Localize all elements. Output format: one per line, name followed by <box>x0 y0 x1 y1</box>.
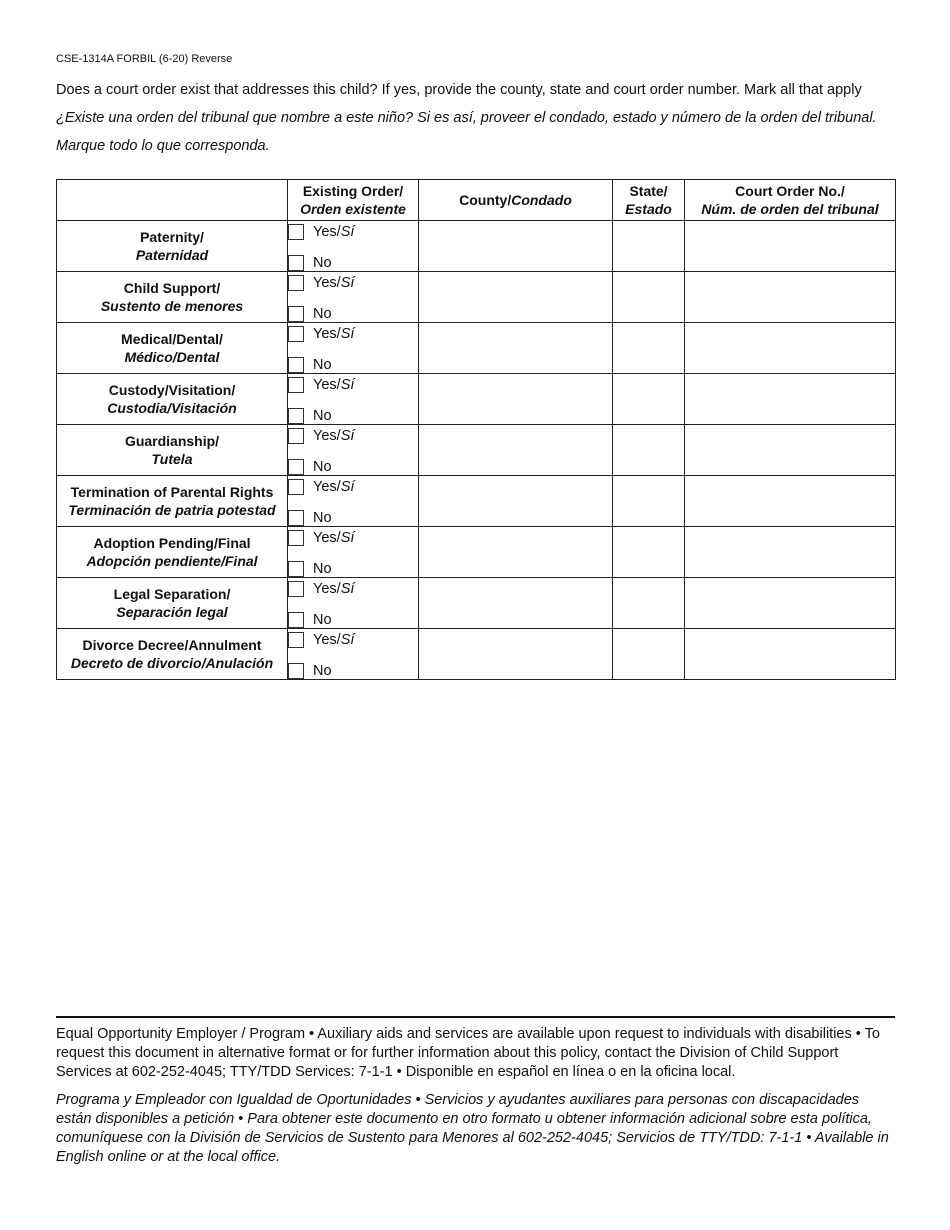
header-state-en: State/ <box>629 183 668 199</box>
county-field[interactable] <box>419 425 613 476</box>
header-order-type <box>57 180 288 221</box>
table-header-row <box>57 180 896 221</box>
yes-label: Yes/Sí <box>313 275 355 291</box>
footer-spanish: Programa y Empleador con Igualdad de Oportunidades • Servicios y ayudantes auxiliares para personas con discapacidades están disponibles a petición • Para obtener este documento en otro formato u obtener información adicional sobre esta política, comuníquese con la División de Servicios de Sustento para Menores al 602-252-4045; Servicios de TTY/TDD: 7-1-1 • Available in English online or at the local office. <box>56 1092 889 1165</box>
state-field[interactable] <box>613 629 685 680</box>
yes-option[interactable] <box>288 374 418 399</box>
header-court-en: Court Order No./ <box>735 183 845 199</box>
order-type-label <box>57 374 288 425</box>
order-type-label <box>57 629 288 680</box>
header-county-en: County/ <box>459 192 512 208</box>
table-row <box>57 425 896 476</box>
court-order-number-field[interactable] <box>685 221 896 272</box>
footer-divider <box>56 1016 895 1018</box>
county-field[interactable] <box>419 476 613 527</box>
court-order-number-field[interactable] <box>685 323 896 374</box>
yes-checkbox[interactable] <box>288 275 304 291</box>
yes-option[interactable] <box>288 578 418 603</box>
order-type-es: Tutela <box>151 451 193 467</box>
yes-option[interactable] <box>288 527 418 552</box>
order-type-en: Medical/Dental/ <box>121 331 223 347</box>
yes-label: Yes/Sí <box>313 479 355 495</box>
no-option[interactable] <box>288 552 418 577</box>
table-row <box>57 221 896 272</box>
no-label: No <box>313 459 332 475</box>
order-type-es: Médico/Dental <box>124 349 220 365</box>
yes-checkbox[interactable] <box>288 581 304 597</box>
order-type-en: Legal Separation/ <box>113 586 231 602</box>
existing-order-cell <box>288 629 419 680</box>
table-row <box>57 272 896 323</box>
state-field[interactable] <box>613 374 685 425</box>
no-option[interactable] <box>288 603 418 628</box>
order-type-es: Terminación de patria potestad <box>68 502 276 518</box>
no-checkbox[interactable] <box>288 255 304 271</box>
court-order-number-field[interactable] <box>685 425 896 476</box>
order-type-label <box>57 527 288 578</box>
yes-checkbox[interactable] <box>288 326 304 342</box>
court-order-number-field[interactable] <box>685 374 896 425</box>
yes-checkbox[interactable] <box>288 530 304 546</box>
yes-label: Yes/Sí <box>313 224 355 240</box>
county-field[interactable] <box>419 578 613 629</box>
state-field[interactable] <box>613 527 685 578</box>
yes-label: Yes/Sí <box>313 326 355 342</box>
county-field[interactable] <box>419 629 613 680</box>
existing-order-cell <box>288 272 419 323</box>
no-option[interactable] <box>288 654 418 679</box>
question-en: Does a court order exist that addresses this child? If yes, provide the county, state and court order number. Mark all that apply <box>56 82 862 98</box>
order-type-en: Custody/Visitation/ <box>108 382 236 398</box>
no-checkbox[interactable] <box>288 357 304 373</box>
table-row <box>57 374 896 425</box>
existing-order-cell <box>288 374 419 425</box>
table-row <box>57 578 896 629</box>
order-type-en: Termination of Parental Rights <box>70 484 274 500</box>
header-state <box>613 180 685 221</box>
no-label: No <box>313 561 332 577</box>
state-field[interactable] <box>613 323 685 374</box>
no-label: No <box>313 408 332 424</box>
court-order-number-field[interactable] <box>685 527 896 578</box>
yes-option[interactable] <box>288 272 418 297</box>
no-label: No <box>313 663 332 679</box>
state-field[interactable] <box>613 272 685 323</box>
court-order-table <box>56 179 896 680</box>
order-type-label <box>57 578 288 629</box>
order-type-label <box>57 425 288 476</box>
no-checkbox[interactable] <box>288 306 304 322</box>
order-type-label <box>57 476 288 527</box>
order-type-en: Guardianship/ <box>124 433 220 449</box>
header-court-order-no <box>685 180 896 221</box>
existing-order-cell <box>288 476 419 527</box>
no-option[interactable] <box>288 246 418 271</box>
no-option[interactable] <box>288 297 418 322</box>
no-label: No <box>313 306 332 322</box>
yes-option[interactable] <box>288 425 418 450</box>
no-label: No <box>313 612 332 628</box>
table-row <box>57 323 896 374</box>
yes-label: Yes/Sí <box>313 632 355 648</box>
yes-label: Yes/Sí <box>313 377 355 393</box>
no-checkbox[interactable] <box>288 459 304 475</box>
header-court-es: Núm. de orden del tribunal <box>701 201 879 217</box>
no-label: No <box>313 510 332 526</box>
court-order-number-field[interactable] <box>685 578 896 629</box>
existing-order-cell <box>288 578 419 629</box>
court-order-number-field[interactable] <box>685 629 896 680</box>
no-option[interactable] <box>288 450 418 475</box>
order-type-en: Child Support/ <box>123 280 221 296</box>
yes-option[interactable] <box>288 323 418 348</box>
yes-checkbox[interactable] <box>288 377 304 393</box>
no-option[interactable] <box>288 399 418 424</box>
state-field[interactable] <box>613 221 685 272</box>
court-order-number-field[interactable] <box>685 272 896 323</box>
county-field[interactable] <box>419 323 613 374</box>
table-row <box>57 629 896 680</box>
order-type-es: Paternidad <box>135 247 209 263</box>
order-type-label <box>57 221 288 272</box>
table-row <box>57 476 896 527</box>
header-county <box>419 180 613 221</box>
order-type-es: Separación legal <box>116 604 228 620</box>
order-type-es: Decreto de divorcio/Anulación <box>70 655 274 671</box>
yes-option[interactable] <box>288 476 418 501</box>
state-field[interactable] <box>613 578 685 629</box>
no-checkbox[interactable] <box>288 510 304 526</box>
no-label: No <box>313 255 332 271</box>
header-existing-order <box>288 180 419 221</box>
order-type-en: Adoption Pending/Final <box>93 535 251 551</box>
order-type-en: Paternity/ <box>140 229 204 245</box>
county-field[interactable] <box>419 527 613 578</box>
footer-english: Equal Opportunity Employer / Program • Auxiliary aids and services are available upon request to individuals with disabilities • To request this document in alternative format or for further information about this policy, contact the Division of Child Support Services at 602-252-4045; TTY/TDD Services: 7-1-1 • Disponible en español en línea o en la oficina local. <box>56 1026 880 1080</box>
yes-checkbox[interactable] <box>288 428 304 444</box>
no-option[interactable] <box>288 348 418 373</box>
form-id: CSE-1314A FORBIL (6-20) Reverse <box>56 53 233 65</box>
header-existing-en: Existing Order/ <box>302 183 404 199</box>
existing-order-cell <box>288 221 419 272</box>
county-field[interactable] <box>419 221 613 272</box>
no-checkbox[interactable] <box>288 663 304 679</box>
question-es: ¿Existe una orden del tribunal que nombre a este niño? Si es así, proveer el condado, estado y número de la orden del tribunal. Marque todo lo que corresponda. <box>56 110 877 154</box>
yes-checkbox[interactable] <box>288 224 304 240</box>
no-checkbox[interactable] <box>288 408 304 424</box>
existing-order-cell <box>288 425 419 476</box>
order-type-label <box>57 272 288 323</box>
header-existing-es: Orden existente <box>300 201 406 217</box>
state-field[interactable] <box>613 476 685 527</box>
existing-order-cell <box>288 323 419 374</box>
yes-label: Yes/Sí <box>313 530 355 546</box>
court-order-question <box>56 76 896 160</box>
yes-checkbox[interactable] <box>288 479 304 495</box>
county-field[interactable] <box>419 374 613 425</box>
yes-option[interactable] <box>288 221 418 246</box>
order-type-label <box>57 323 288 374</box>
no-checkbox[interactable] <box>288 612 304 628</box>
no-checkbox[interactable] <box>288 561 304 577</box>
no-option[interactable] <box>288 501 418 526</box>
no-label: No <box>313 357 332 373</box>
yes-option[interactable] <box>288 629 418 654</box>
court-order-number-field[interactable] <box>685 476 896 527</box>
yes-checkbox[interactable] <box>288 632 304 648</box>
state-field[interactable] <box>613 425 685 476</box>
county-field[interactable] <box>419 272 613 323</box>
header-state-es: Estado <box>625 201 672 217</box>
order-type-es: Sustento de menores <box>100 298 244 314</box>
existing-order-cell <box>288 527 419 578</box>
order-type-en: Divorce Decree/Annulment <box>82 637 262 653</box>
yes-label: Yes/Sí <box>313 428 355 444</box>
yes-label: Yes/Sí <box>313 581 355 597</box>
header-county-es: Condado <box>511 192 572 208</box>
order-type-es: Custodia/Visitación <box>107 400 237 416</box>
order-type-es: Adopción pendiente/Final <box>86 553 258 569</box>
table-row <box>57 527 896 578</box>
